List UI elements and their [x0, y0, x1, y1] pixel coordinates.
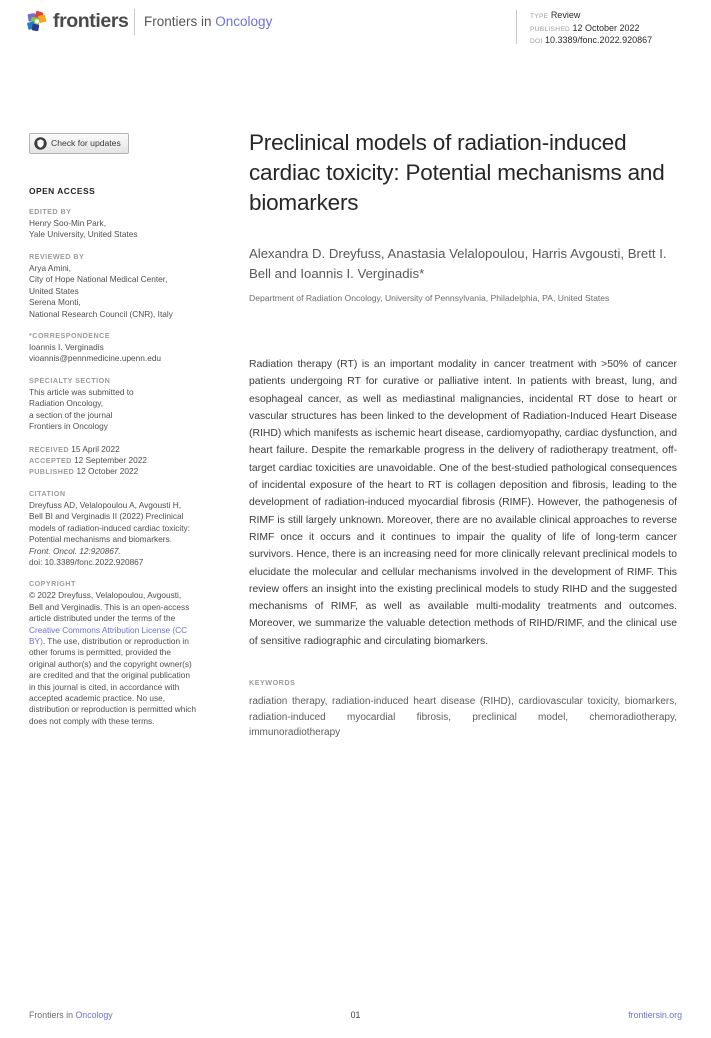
meta-doi-label: DOI [530, 38, 543, 46]
copyright-part1: © 2022 Dreyfuss, Velalopoulou, Avgousti, Bell and Verginadis. This is an open-access article distributed under the terms of the [29, 590, 190, 624]
abstract-text: Radiation therapy (RT) is an important modality in cancer treatment with >50% of cancer patients undergoing RT for curative or palliative intent. In patients with breast, lung, and esophageal cancer, as well as mediastinal malignancies, incidental RT dose to heart or vascular structures has been linked to the development of Radiation-Induced Heart Disease (RIHD) which manifests as ischemic heart disease, cardiomyopathy, cardiac dysfunction, and heart failure. Despite the remarkable progress in the delivery of radiotherapy treatment, off-target cardiac toxicities are unavoidable. One of the best-studied pathological consequences of incidental exposure of the heart to RT is collagen deposition and fibrosis, leading to the development of radiation-induced myocardial fibrosis (RIMF). However, the pathogenesis of RIMF is still largely unknown. Moreover, there are no available clinical approaches to reverse RIMF once it occurs and it continues to impair the quality of life of long-term cancer survivors. Hence, there is an increasing need for more clinically relevant preclinical models to elucidate the molecular and cellular mechanisms involved in the development of RIMF. This review offers an insight into the existing preclinical models to study RIHD and the suggested mechanisms of RIMF, as well as available multi-modality treatments and outcomes. Moreover, we summarize the valuable detection methods of RIHD/RIMF, and the clinical use of sensitive radiographic and circulating biomarkers. [249, 359, 677, 647]
correspondence-block [29, 331, 197, 365]
accepted-label: ACCEPTED [29, 456, 72, 465]
edited-by-line-1: Yale University, United States [29, 229, 138, 240]
frontiers-leaf-logo-icon [26, 11, 48, 33]
check-for-updates-label: Check for updates [51, 138, 121, 149]
accepted-row [29, 455, 197, 466]
page-title: Preclinical models of radiation-induced cardiac toxicity: Potential mechanisms and biomarkers [249, 130, 665, 215]
article-sidebar [29, 133, 197, 727]
specialty-line-1: Radiation Oncology, [29, 398, 104, 409]
page-number: 01 [350, 1010, 361, 1020]
correspondence-name: Ioannis I. Verginadis [29, 342, 104, 353]
citation-doi[interactable]: doi: 10.3389/fonc.2022.920867 [29, 556, 144, 567]
published-label: PUBLISHED [29, 467, 75, 477]
correspondence-email[interactable]: vioannis@pennmedicine.upenn.edu [29, 353, 162, 364]
meta-published-value: 12 October 2022 [572, 22, 640, 33]
reviewed-by-label: REVIEWED BY [29, 251, 85, 261]
reviewed-by-line-4: National Research Council (CNR), Italy [29, 308, 173, 319]
copyright-part2: . The use, distribution or reproduction in other forums is permitted, provided the original author(s) and the copyright owner(s) are credited and that the original publication in this journal is cited, in accordance with accepted academic practice. No use, distribution or reproduction is permitted which does not comply with these terms. [29, 636, 196, 726]
meta-published-row [530, 23, 652, 36]
page-footer [0, 1010, 711, 1024]
meta-published-label: PUBLISHED [530, 25, 571, 33]
copyright-block [29, 579, 197, 727]
meta-doi-value[interactable]: 10.3389/fonc.2022.920867 [545, 35, 653, 46]
published-row [29, 466, 197, 477]
citation-text: Dreyfuss AD, Velalopoulou A, Avgousti H, Bell BI and Verginadis II (2022) Preclinical models of radiation-induced cardiac toxicity: Potential mechanisms and biomarkers. [29, 499, 190, 545]
crossmark-check-icon [34, 137, 47, 150]
reviewed-by-line-2: United States [29, 285, 79, 296]
copyright-text [29, 590, 197, 727]
footer-journal-accent: Oncology [75, 1010, 113, 1020]
article-main [249, 128, 677, 741]
correspondence-label: *CORRESPONDENCE [29, 331, 111, 340]
masthead-divider [134, 9, 135, 35]
published-value: 12 October 2022 [76, 466, 139, 477]
specialty-line-2: a section of the journal [29, 409, 113, 420]
journal-title-prefix: Frontiers in [144, 14, 216, 29]
specialty-line-0: This article was submitted to [29, 386, 134, 397]
accepted-value: 12 September 2022 [74, 455, 147, 465]
reviewed-by-line-1: City of Hope National Medical Center, [29, 274, 168, 285]
journal-title[interactable] [144, 15, 272, 29]
meta-type-label: TYPE [530, 13, 549, 20]
frontiers-logo[interactable] [26, 11, 129, 33]
footer-website-link[interactable]: frontiersin.org [628, 1010, 682, 1020]
edited-by-label: EDITED BY [29, 207, 72, 216]
meta-doi-row [530, 35, 652, 48]
citation-label: CITATION [29, 488, 66, 498]
affiliation: Department of Radiation Oncology, University of Pennsylvania, Philadelphia, PA, United States [249, 293, 610, 303]
dates-block [29, 444, 197, 478]
specialty-section-label: SPECIALTY SECTION [29, 375, 111, 385]
specialty-section-block [29, 376, 197, 433]
journal-title-accent: Oncology [215, 14, 273, 29]
masthead [0, 0, 711, 62]
keywords-label: KEYWORDS [249, 678, 296, 688]
received-value: 15 April 2022 [71, 443, 120, 454]
reviewed-by-line-0: Arya Amini, [29, 262, 71, 273]
frontiers-wordmark: frontiers [53, 10, 129, 33]
meta-type-value: Review [550, 10, 581, 20]
edited-by-line-0: Henry Soo-Min Park, [29, 218, 107, 229]
reviewed-by-block [29, 252, 197, 320]
meta-type-row [530, 10, 652, 23]
header-meta-rule [516, 10, 517, 44]
reviewed-by-line-3: Serena Monti, [29, 297, 81, 308]
footer-journal-prefix: Frontiers in [29, 1010, 76, 1020]
keywords-text: radiation therapy, radiation-induced heart disease (RIHD), cardiovascular toxicity, biomarkers, radiation-induced myocardial fibrosis, preclinical model, chemoradiotherapy, immunoradiotherapy [249, 696, 677, 739]
citation-journal: Front. Oncol. 12:920867. [29, 545, 121, 556]
edited-by-block [29, 207, 197, 241]
citation-block [29, 489, 197, 569]
copyright-label: COPYRIGHT [29, 579, 76, 589]
author-list: Alexandra D. Dreyfuss, Anastasia Velalopoulou, Harris Avgousti, Brett I. Bell and Ioannis I. Verginadis* [249, 246, 667, 281]
specialty-line-3: Frontiers in Oncology [29, 421, 108, 432]
received-row [29, 444, 197, 455]
received-label: RECEIVED [29, 444, 69, 454]
open-access-label: OPEN ACCESS [29, 186, 96, 196]
header-metadata [530, 10, 652, 48]
cc-license-link[interactable]: Creative Commons Attribution License (CC BY) [29, 624, 188, 647]
check-for-updates-button[interactable] [29, 133, 129, 154]
